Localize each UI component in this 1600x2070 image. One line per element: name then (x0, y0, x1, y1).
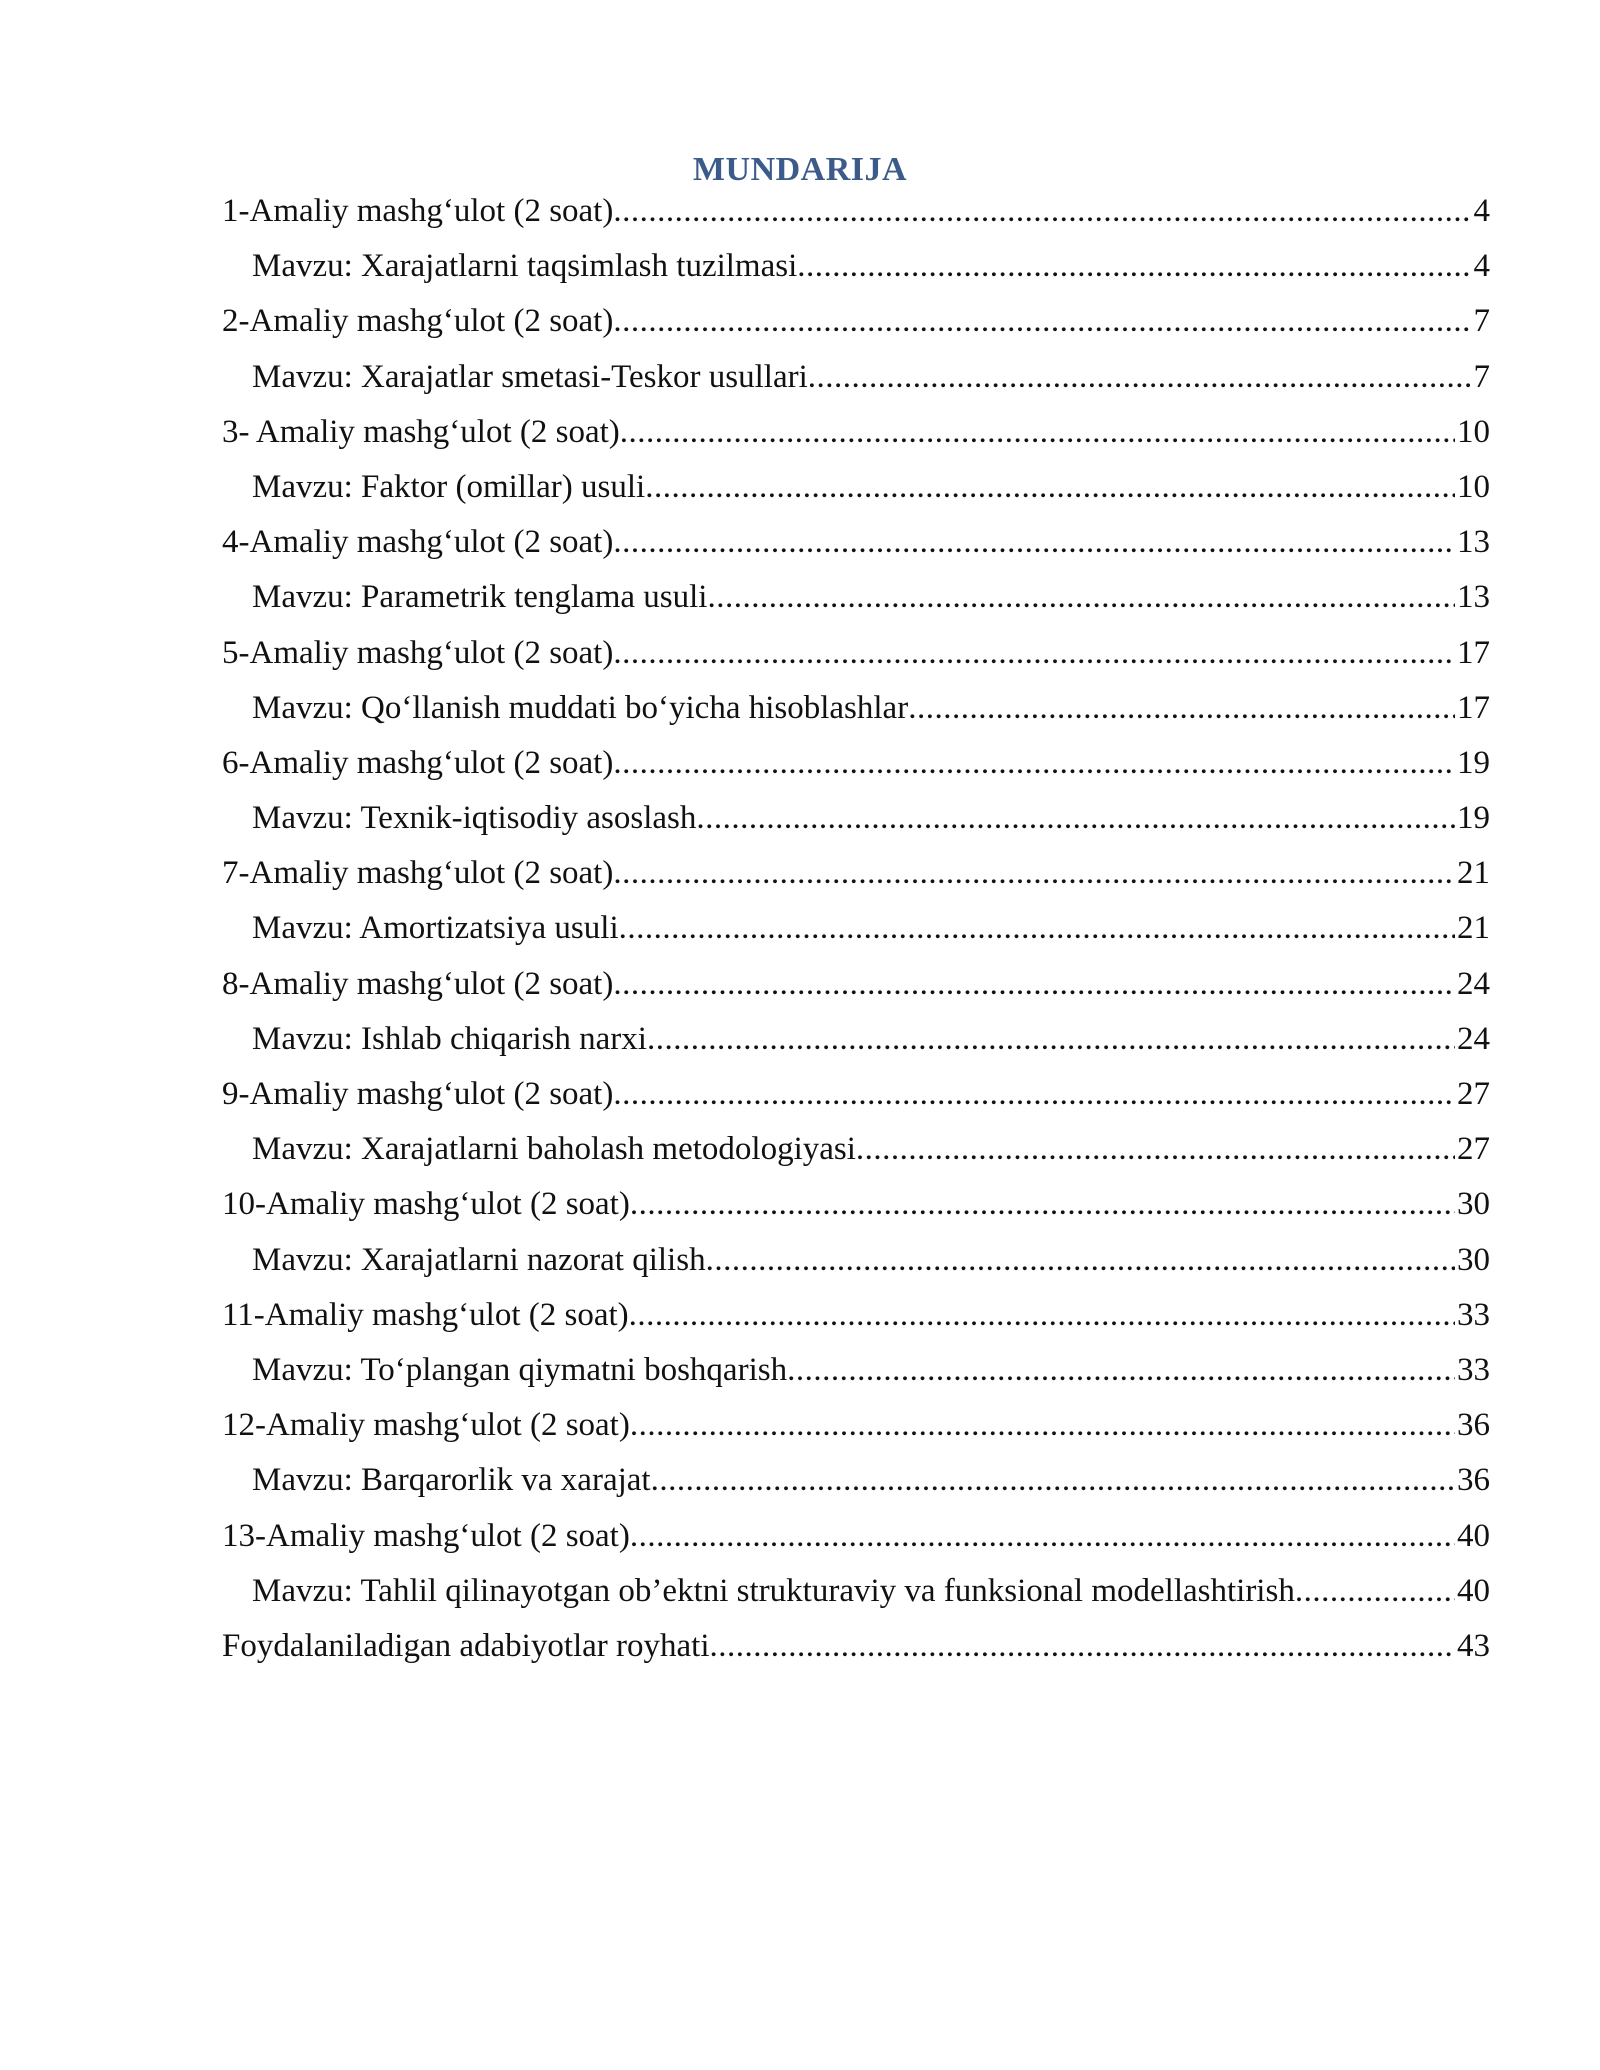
toc-entry-text: Mavzu: Qo‘llanish muddati bo‘yicha hisoblashlar (252, 689, 909, 726)
toc-page-number: 19 (1457, 800, 1490, 837)
toc-entry-text: 3- Amaliy mashg‘ulot (2 soat) (222, 413, 620, 450)
toc-dot-leader (808, 355, 1472, 399)
toc-entry-text: 8-Amaliy mashg‘ulot (2 soat) (222, 965, 614, 1002)
toc-title: MUNDARIJA (692, 151, 908, 188)
toc-page-number: 7 (1473, 358, 1490, 395)
toc-page-number: 30 (1457, 1186, 1490, 1223)
toc-entry-text: 9-Amaliy mashg‘ulot (2 soat) (222, 1076, 614, 1112)
toc-entry-text: Mavzu: Amortizatsiya usuli (252, 910, 619, 947)
toc-entry-text: Mavzu: Xarajatlar smetasi-Teskor usullari (252, 358, 808, 395)
toc-page-number: 33 (1457, 1351, 1490, 1388)
toc-subentry[interactable] (222, 796, 1490, 851)
toc-entry-text: Mavzu: Xarajatlarni nazorat qilish (252, 1241, 706, 1278)
toc-dot-leader (613, 299, 1471, 343)
toc-page-number: 40 (1457, 1517, 1490, 1554)
toc-entry-text: Mavzu: Xarajatlarni baholash metodologiyasi (252, 1131, 856, 1168)
toc-entry[interactable] (222, 1072, 1490, 1127)
toc-dot-leader (647, 1017, 1455, 1061)
toc-subentry[interactable] (222, 1017, 1490, 1072)
toc-entry-text: 5-Amaliy mashg‘ulot (2 soat) (222, 634, 614, 671)
toc-dot-leader (707, 575, 1455, 619)
toc-page-number: 10 (1457, 413, 1490, 450)
toc-subentry[interactable] (222, 1127, 1490, 1182)
toc-dot-leader (696, 796, 1455, 840)
toc-page-number: 17 (1457, 689, 1490, 726)
toc-entry[interactable] (222, 1403, 1490, 1458)
toc-page-number: 30 (1457, 1241, 1490, 1278)
toc-page-number: 36 (1457, 1407, 1490, 1444)
toc-subentry[interactable] (222, 686, 1490, 741)
toc-page-number: 36 (1457, 1462, 1490, 1499)
toc-page-number: 4 (1473, 248, 1490, 285)
toc-entry-text: Mavzu: Barqarorlik va xarajat (252, 1462, 651, 1499)
toc-entry[interactable] (222, 741, 1490, 796)
toc-dot-leader (787, 1348, 1455, 1392)
toc-subentry[interactable] (222, 465, 1490, 520)
toc-dot-leader (908, 686, 1455, 730)
toc-dot-leader (797, 244, 1471, 288)
toc-entry-text: 12-Amaliy mashg‘ulot (2 soat) (222, 1407, 630, 1444)
toc-entry[interactable] (222, 1624, 1490, 1679)
toc-page-number: 4 (1473, 193, 1490, 229)
toc-dot-leader (630, 1182, 1455, 1226)
toc-page-number: 21 (1457, 855, 1490, 892)
toc-dot-leader (629, 1293, 1455, 1337)
toc-entry-text: Mavzu: Parametrik tenglama usuli (252, 579, 708, 616)
toc-entry[interactable] (222, 1514, 1490, 1569)
toc-entry[interactable] (222, 520, 1490, 575)
toc-page-number: 10 (1457, 468, 1490, 505)
toc-subentry[interactable] (222, 244, 1490, 299)
toc-dot-leader (613, 741, 1455, 785)
toc-entry[interactable] (222, 189, 1490, 244)
toc-page-number: 33 (1457, 1296, 1490, 1333)
toc-dot-leader (710, 1624, 1455, 1668)
toc-subentry[interactable] (222, 1458, 1490, 1513)
toc-subentry[interactable] (222, 575, 1490, 630)
toc-entry[interactable] (222, 410, 1490, 465)
toc-page-number: 24 (1457, 1020, 1490, 1057)
toc-page-number: 21 (1457, 910, 1490, 947)
toc-entry-text: Mavzu: Faktor (omillar) usuli (252, 468, 646, 505)
toc-page-number: 17 (1457, 634, 1490, 671)
toc-page-number: 27 (1457, 1076, 1490, 1112)
toc-page-number: 13 (1457, 579, 1490, 616)
toc-page-number: 13 (1457, 524, 1490, 561)
toc-dot-leader (856, 1127, 1455, 1171)
toc-page-number: 43 (1457, 1627, 1490, 1664)
toc-entry-text: 7-Amaliy mashg‘ulot (2 soat) (222, 855, 614, 892)
toc-subentry[interactable] (222, 906, 1490, 961)
toc-entry[interactable] (222, 1182, 1490, 1237)
toc-page-number: 19 (1457, 744, 1490, 781)
toc-dot-leader (613, 189, 1471, 233)
toc-entry-text: Foydalaniladigan adabiyotlar royhati (222, 1627, 710, 1664)
toc-dot-leader (613, 1072, 1455, 1116)
toc-subentry[interactable] (222, 355, 1490, 410)
toc-dot-leader (630, 1403, 1455, 1447)
table-of-contents (222, 189, 1490, 1679)
toc-entry-text: 6-Amaliy mashg‘ulot (2 soat) (222, 744, 614, 781)
toc-subentry[interactable] (222, 1569, 1490, 1624)
toc-entry[interactable] (222, 1293, 1490, 1348)
toc-dot-leader (651, 1458, 1455, 1502)
toc-dot-leader (706, 1238, 1455, 1282)
toc-subentry[interactable] (222, 1348, 1490, 1403)
toc-dot-leader (613, 851, 1455, 895)
toc-page-number: 7 (1473, 303, 1490, 340)
toc-dot-leader (613, 520, 1455, 564)
toc-entry-text: 1-Amaliy mashg‘ulot (2 soat) (222, 193, 614, 229)
toc-dot-leader (613, 631, 1455, 675)
toc-subentry[interactable] (222, 1238, 1490, 1293)
toc-entry-text: Mavzu: To‘plangan qiymatni boshqarish (252, 1351, 788, 1388)
toc-dot-leader (1295, 1569, 1455, 1613)
toc-entry-text: Mavzu: Ishlab chiqarish narxi (252, 1020, 647, 1057)
toc-entry-text: Mavzu: Tahlil qilinayotgan ob’ektni strukturaviy va funksional modellashtirish (252, 1572, 1295, 1609)
toc-entry[interactable] (222, 962, 1490, 1017)
toc-dot-leader (645, 465, 1455, 509)
toc-entry[interactable] (222, 299, 1490, 354)
toc-dot-leader (630, 1514, 1455, 1558)
toc-entry-text: Mavzu: Texnik-iqtisodiy asoslash (252, 800, 697, 837)
toc-entry-text: 13-Amaliy mashg‘ulot (2 soat) (222, 1517, 630, 1554)
toc-entry-text: 4-Amaliy mashg‘ulot (2 soat) (222, 524, 614, 561)
toc-dot-leader (619, 906, 1455, 950)
toc-dot-leader (613, 962, 1455, 1006)
toc-entry-text: 11-Amaliy mashg‘ulot (2 soat) (222, 1296, 629, 1333)
toc-page-number: 27 (1457, 1131, 1490, 1168)
toc-entry-text: 2-Amaliy mashg‘ulot (2 soat) (222, 303, 614, 340)
toc-entry-text: 10-Amaliy mashg‘ulot (2 soat) (222, 1186, 630, 1223)
toc-entry-text: Mavzu: Xarajatlarni taqsimlash tuzilmasi (252, 248, 798, 285)
toc-entry[interactable] (222, 851, 1490, 906)
toc-entry[interactable] (222, 631, 1490, 686)
toc-page-number: 40 (1457, 1572, 1490, 1609)
toc-dot-leader (620, 410, 1455, 454)
toc-page-number: 24 (1457, 965, 1490, 1002)
